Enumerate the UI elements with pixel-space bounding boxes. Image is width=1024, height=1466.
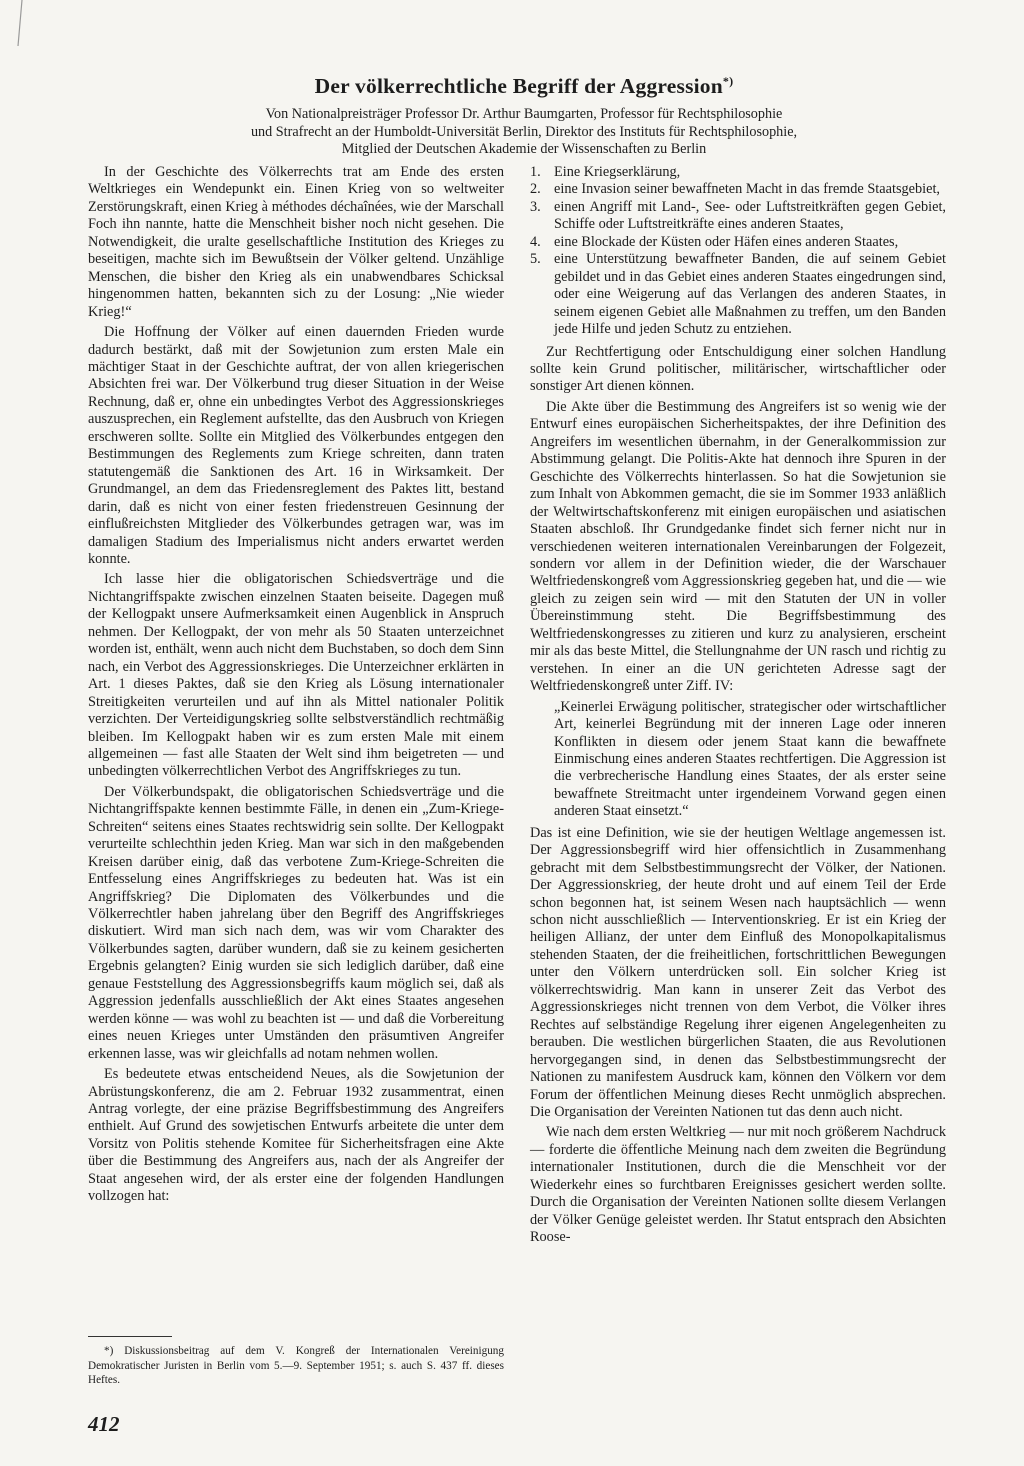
list-item-text: Eine Kriegserklärung, bbox=[554, 164, 681, 180]
list-number: 4. bbox=[530, 233, 541, 250]
paragraph: Es bedeutete etwas entscheidend Neues, als die Sowjetunion der Abrüstungskonferenz, die am 2. Februar 1932 zusammentrat, einen Antrag vorlegte, der eine präzise Begriffsbestimmung des Angreifers enthielt. Auf Grund des sowjetischen Entwurfs arbeitete die unter dem Vorsitz von Politis stehende Komitee für Sicherheitsfragen eine Akte über die Bestimmung des Angreifers aus, nach der als Angreifer der Staat angesehen wird, der als erster eine der folgenden Handlungen vollzogen hat: bbox=[88, 1066, 504, 1205]
paragraph: Ich lasse hier die obligatorischen Schiedsverträge und die Nichtangriffspakte zwischen einzelnen Staaten beiseite. Dagegen muß der Kellogpakt unsere Aufmerksamkeit einen Augenblick in Anspruch nehmen. Der Kellogpakt, der von mehr als 50 Staaten unterzeichnet worden ist, enthält, wenn auch nicht dem Buchstaben, so doch dem Sinn nach, ein Verbot des Aggressionskrieges. Die Unterzeichner erklärten in Art. 1 dieses Paktes, daß sie den Krieg als Lösung internationaler Streitigkeiten verurteilen und auf ihn als Mittel nationaler Politik verzichten. Der Verteidigungskrieg sollte selbstverständlich rechtmäßig bleiben. Im Kellogpakt haben wir es zum ersten Male mit einem allgemeinen — fast alle Staaten der Welt sind ihm beigetreten — und unbedingten völkerrechtlichen Verbot des Angriffskrieges zu tun. bbox=[88, 571, 504, 780]
list-number: 1. bbox=[530, 164, 541, 180]
list-item-text: eine Invasion seiner bewaffneten Macht in das fremde Staatsgebiet, bbox=[554, 181, 941, 198]
paragraph: Die Akte über die Bestimmung des Angreifers ist so wenig wie der Entwurf eines europäischen Sicherheitspaktes, der ihre Definition des Angreifers im wesentlichen übernahm, in der Generalkommission zur Abstimmung gelangt. Die Politis-Akte hat dennoch ihre Spuren in der Geschichte des Völkerrechts hinterlassen. So hat die Sowjetunion sie zum Inhalt von Abkommen gemacht, die sie im Sommer 1933 anläßlich der Weltwirtschaftskonferenz mit einigen europäischen und asiatischen Staaten abschloß. Ihr Grundgedanke findet sich ferner nicht nur in verschiedenen weiteren internationalen Vereinbarungen der Folgezeit, sondern vor allem in der Definition wieder, die der Warschauer Weltfriedenskongreß vom Aggressionskrieg gegeben hat, und die — wie gleich zu zeigen sein wird — mit den Statuten der UN in voller Übereinstimmung steht. Die Begriffsbestimmung des Weltfriedenskongresses zu zitieren und kurz zu analysieren, erscheint mir als das beste Mittel, die Stellungnahme der UN rasch und richtig zu verstehen. In einer an die UN gerichteten Adresse sagt der Weltfriedenskongreß unter Ziff. IV: bbox=[530, 398, 946, 695]
list-item-text: eine Blockade der Küsten oder Häfen eines anderen Staates, bbox=[554, 233, 899, 250]
list-item bbox=[530, 234, 946, 251]
byline-line: und Strafrecht an der Humboldt-Universität Berlin, Direktor des Instituts für Rechtsphilosophie, bbox=[250, 123, 798, 140]
paragraph: Zur Rechtfertigung oder Entschuldigung einer solchen Handlung sollte kein Grund politischer, militärischer, wirtschaftlicher oder sonstiger Art dienen können. bbox=[530, 343, 946, 395]
paragraph: Die Hoffnung der Völker auf einen dauernden Frieden wurde dadurch bestärkt, daß mit der Sowjetunion zum ersten Male ein mächtiger Staat in der Geschichte auftrat, der von allen kriegerischen Absichten frei war. Der Völkerbund trug dieser Situation in der Weise Rechnung, daß er, ohne ein unbedingtes Verbot des Aggressionskrieges auszusprechen, ein Reglement aufstellte, das den Ausbruch von Kriegen erschweren sollte. Sollte ein Mitglied des Völkerbundes entgegen den Bestimmungen des Reglements zum Kriege schreiten, dann traten statutengemäß die Sanktionen des Art. 16 in Wirksamkeit. Der Grundmangel, an dem das Friedensreglement des Paktes litt, bestand darin, daß es nicht von einer festen friedenstreuen Gesinnung der einflußreichsten Mitglieder des Völkerbundes getragen war, was im damaligen Stadium des Imperialismus nicht anders erwartet werden konnte. bbox=[88, 324, 504, 567]
byline-line: Von Nationalpreisträger Professor Dr. Arthur Baumgarten, Professor für Rechtsphilosophie bbox=[265, 106, 783, 122]
left-column bbox=[88, 164, 504, 1209]
margin-pencil-mark bbox=[16, 0, 24, 48]
footnote bbox=[88, 1344, 504, 1388]
block-quote bbox=[530, 699, 946, 821]
byline-line: Mitglied der Deutschen Akademie der Wissenschaften zu Berlin bbox=[341, 141, 707, 157]
footnote-divider bbox=[88, 1336, 172, 1337]
paragraph: Der Völkerbundspakt, die obligatorischen Schiedsverträge und die Nichtangriffspakte kennen bestimmte Fälle, in denen ein „Zum-Kriege-Schreiten“ seitens eines Staates rechtswidrig sein sollte. Der Kellogpakt verurteilte schlechthin jeden Krieg. Man war sich in den maßgebenden Kreisen darüber einig, daß das verbotene Zum-Kriege-Schreiten die Entfesselung eines Angriffskrieges zu bedeuten hat. Was ist ein Angriffskrieg? Die Diplomaten des Völkerbundes und die Völkerrechtler haben jahrelang über den Begriff des Angriffskrieges diskutiert. Wird man sich nach dem, was wir vom Charakter des Völkerbundes sagten, darüber wundern, daß sie zu keinem gesicherten Ergebnis gelangten? Einig wurden sie sich lediglich darüber, daß eine genaue Feststellung des Aggressionsbegriffs kaum möglich sei, daß als Aggression jedenfalls ausschließlich der Akt eines Staates angesehen werden könne — was wohl zu beachten ist — und daß die Vorbereitung eines neuen Krieges unter Umständen den präsumtiven Angreifer erkennen lasse, was wir gleichfalls ad notam nehmen wollen. bbox=[88, 783, 504, 1062]
paragraph: In der Geschichte des Völkerrechts trat am Ende des ersten Weltkrieges ein Wendepunkt ein. Einen Krieg von so weltweiter Zerstörungskraft, einen Krieg à méthodes déchaînées, wie der Marschall Foch ihn nannte, hatte die Menschheit bisher noch nicht gesehen. Die Notwendigkeit, die uralte gesellschaftliche Institution des Krieges zu beseitigen, machte sich im Bewußtsein der Völker geltend. Unzählige Menschen, die bisher den Krieg als ein unabwendbares Schicksal hingenommen hatten, bekannten sich zu der Losung: „Nie wieder Krieg!“ bbox=[88, 164, 504, 320]
list-item bbox=[530, 181, 946, 198]
footnote-text: *) Diskussionsbeitrag auf dem V. Kongreß der Internationalen Vereinigung Demokratischer Juristen in Berlin vom 5.—9. September 1951; s. auch S. 437 ff. dieses Heftes. bbox=[88, 1345, 504, 1387]
quote-text: „Keinerlei Erwägung politischer, strategischer oder wirtschaftlicher Art, keinerlei Begründung mit der inneren Lage oder inneren Konflikten in diesem oder jenem Staat kann die bewaffnete Einmischung eines anderen Staates rechtfertigen. Die Aggression ist die verbrecherische Handlung eines Staates, der als erster seine bewaffnete Streitmacht unter irgendeinem Vorwand gegen einen anderen Staat einsetzt.“ bbox=[554, 698, 946, 820]
list-item-text: eine Unterstützung bewaffneter Banden, die auf seinem Gebiet gebildet und in das Gebiet eines anderen Staates eingedrungen sind, oder eine Weigerung auf das Verlangen des anderen Staates, in seinem eigenen Gebiet alle Maßnahmen zu treffen, um den Banden jede Hilfe und jeden Schutz zu entziehen. bbox=[554, 251, 946, 338]
list-item bbox=[530, 251, 946, 338]
paragraph: Das ist eine Definition, wie sie der heutigen Weltlage angemessen ist. Der Aggressionsbegriff wird hier offensichtlich in Zusammenhang gebracht mit dem Selbstbestimmungsrecht der Völker, der Nationen. Der Aggressionskrieg, der heute droht und auf einem Teil der Erde schon begonnen hat, ist seinem Wesen nach hauptsächlich — wenn schon nicht ausschließlich — Interventionskrieg. Er ist ein Krieg der heiligen Allianz, der unter dem Einfluß des Monopolkapitalismus stehenden Staaten, der die freiheitlichen, fortschrittlichen Bewegungen unter den Völkern unterdrücken soll. Ein solcher Krieg ist völkerrechtswidrig. Man kann in unserer Zeit das Verbot des Aggressionskrieges nicht trennen von dem Verbot, die Völker ihres Rechtes auf selbständige Regelung ihrer eigenen Angelegenheiten zu berauben. Die westlichen bürgerlichen Staaten, die aus Revolutionen hervorgegangen sind, in denen das Selbstbestimmungsrecht der Nationen zu manifestem Ausdruck kam, können den Völkern vor dem Forum der öffentlichen Meinung dieses Recht unmöglich absprechen. Die Organisation der Vereinten Nationen tut das denn auch nicht. bbox=[530, 824, 946, 1121]
list-item-text: einen Angriff mit Land-, See- oder Luftstreitkräften gegen Gebiet, Schiffe oder Luftstreitkräfte eines anderen Staates, bbox=[554, 198, 946, 233]
right-column bbox=[530, 164, 946, 1250]
author-byline bbox=[88, 106, 960, 159]
list-item bbox=[530, 164, 946, 181]
aggression-acts-list bbox=[530, 164, 946, 339]
page-number: 412 bbox=[88, 1412, 120, 1436]
paragraph: Wie nach dem ersten Weltkrieg — nur mit noch größerem Nachdruck — forderte die öffentliche Meinung nach dem zweiten die Begründung internationaler Institutionen, durch die die Menschheit vor der Wiederkehr eines so furchtbaren Ereignisses gesichert werden sollte. Durch die Organisation der Vereinten Nationen sollte diesem Verlangen der Völker Genüge geleistet werden. Ihr Statut entsprach den Absichten Roose- bbox=[530, 1124, 946, 1246]
list-number: 3. bbox=[530, 198, 541, 215]
article-title-text: Der völkerrechtliche Begriff der Aggression bbox=[314, 74, 723, 99]
list-item bbox=[530, 199, 946, 234]
article-title bbox=[88, 74, 960, 99]
title-footnote-mark: *) bbox=[722, 74, 734, 88]
list-number: 5. bbox=[530, 251, 541, 268]
list-number: 2. bbox=[530, 181, 541, 198]
